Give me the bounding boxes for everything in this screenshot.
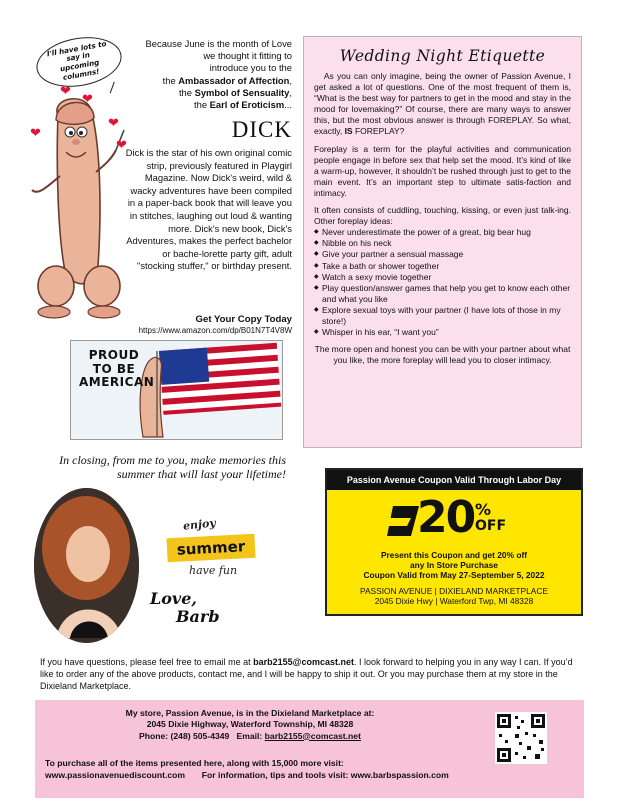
get-copy-label: Get Your Copy Today <box>195 314 292 325</box>
article-paragraph <box>314 71 571 138</box>
heart-icon: ❤ <box>30 125 41 140</box>
closing-note: In closing, from me to you, make memories this summer that will last your lifetime! <box>59 453 286 481</box>
speech-bubble-text: I'll have lots to say in upcoming columns! <box>46 38 108 82</box>
have-fun-text: have fun <box>189 564 238 577</box>
coupon-line: Present this Coupon and get 20% off <box>380 550 528 560</box>
coupon-address <box>327 586 581 606</box>
heart-icon: ❤ <box>60 83 71 98</box>
proud-text <box>79 348 155 390</box>
qr-code[interactable] <box>495 712 547 764</box>
article-text: As you can only imagine, being the owner of Passion Avenue, I get asked a lot of questions. One of the most frequent of them is, “What is the best way for partners to get in the mood and stay in the mood for lovemaking?” Of course, there are many ways to answer this, but the most obvious answer is through FOREPLAY. So what, exactly, <box>314 71 571 137</box>
article-closing: The more open and honest you can be with your partner about what you like, the more foreplay will lead you to closer intimacy. <box>314 344 571 366</box>
list-item: ◆ Give your partner a sensual massage <box>314 249 571 260</box>
discount-site-link[interactable]: www.passionavenuediscount.com <box>45 770 186 780</box>
store-phone: Phone: (248) 505-4349 <box>139 730 230 741</box>
purchase-text: To purchase all of the items presented here, along with 15,000 more visit: <box>45 758 344 768</box>
love-signature <box>150 590 260 640</box>
summer-text: summer <box>166 534 255 563</box>
love-text: Love, <box>150 589 197 608</box>
intro-title: Symbol of Sensuality <box>194 86 290 98</box>
portrait-icon <box>34 488 139 643</box>
article-bold: IS <box>344 126 353 137</box>
info-site-link[interactable]: For information, tips and tools visit: www.barbspassion.com <box>201 770 449 780</box>
amazon-link[interactable]: https://www.amazon.com/dp/B01N7T4V8W <box>138 326 292 335</box>
list-item: ◆ Watch a sexy movie together <box>314 272 571 283</box>
intro-line: we thought it fitting to <box>203 50 292 62</box>
barb-photo <box>34 488 139 643</box>
store-line: My store, Passion Avenue, is in the Dixieland Marketplace at: <box>125 708 375 718</box>
dick-description: Dick is the star of his own original comic strip, previously featured in Playgirl Magazine. Now Dick's weird, wild & wacky adventures have been compiled in a paper-back book that will leave you in stitches, laughing out loud & wanting more. Dick's new book, Dick's Adventures, makes the perfect bachelor or bache-lorette party gift, adult "stocking stuffer," or birthday present. <box>125 147 292 272</box>
intro-title-line: the Earl of Eroticism... <box>194 99 292 111</box>
store-contact-line <box>35 731 465 742</box>
list-item: ◆ Play question/answer games that help you get to know each other and what you like <box>314 283 571 305</box>
proud-line: PROUD <box>88 348 140 362</box>
heart-icon: ❤ <box>82 91 93 106</box>
contact-text: . I look forward to helping you in any way I can. If you’d like to order any of the above products, contact me, and I will be happy to ship it out. Or you may purchase them at my store in the Dixieland Marketplace. <box>40 657 573 692</box>
coupon-line: Coupon Valid from May 27-September 5, 2022 <box>363 570 545 581</box>
qr-code-icon <box>495 712 547 764</box>
intro-line: introduce you to the <box>209 62 292 74</box>
heart-icon: ❤ <box>108 115 119 130</box>
dick-heading: DICK <box>231 117 292 142</box>
footer-links <box>45 770 449 780</box>
coupon-percent-sign: % <box>475 500 492 519</box>
store-email-link[interactable]: barb2155@comcast.net <box>264 730 361 741</box>
dick-character-illustration <box>20 83 130 326</box>
coupon-address-line: PASSION AVENUE | DIXIELAND MARKETPLACE <box>359 586 549 596</box>
coupon-header: Passion Avenue Coupon Valid Through Labor Day <box>327 470 581 490</box>
coupon-off: OFF <box>475 518 507 534</box>
coupon-percent-badge <box>387 492 527 546</box>
contact-text: If you have questions, please feel free to email me at <box>40 657 251 667</box>
coupon-percent: 20 <box>417 492 475 543</box>
article-paragraph: It often consists of cuddling, touching, kissing, or even just talk-ing. Other foreplay ideas: <box>314 205 571 227</box>
heart-icon: ❤ <box>116 137 127 152</box>
proud-line: TO BE <box>92 361 136 376</box>
coupon-terms <box>327 550 581 581</box>
enjoy-text: enjoy <box>182 516 217 533</box>
coupon-line: any In Store Purchase <box>410 560 498 571</box>
foreplay-ideas-list <box>314 227 571 338</box>
list-item: ◆ Nibble on his neck <box>314 238 571 249</box>
signature-text: Barb <box>176 607 220 626</box>
intro-title-line: the Symbol of Sensuality, <box>178 86 292 98</box>
store-info <box>35 708 465 742</box>
intro-line: Because June is the month of Love <box>145 38 292 49</box>
list-item: ◆ Whisper in his ear, “I want you” <box>314 327 571 338</box>
coupon-address-line: 2045 Dixie Hwy | Waterford Twp, MI 48328 <box>374 596 534 607</box>
article-title: Wedding Night Etiquette <box>339 47 546 65</box>
proud-to-be-american-comic <box>70 340 283 440</box>
intro-title-line: the Ambassador of Affection, <box>162 74 292 86</box>
intro-title: Ambassador of Affection <box>178 74 290 86</box>
proud-line: AMERICAN <box>79 375 155 389</box>
store-email-label: Email: <box>236 730 263 741</box>
intro-title: Earl of Eroticism <box>209 99 285 111</box>
list-item: ◆ Never underestimate the power of a great, big bear hug <box>314 227 571 238</box>
list-item: ◆ Explore sexual toys with your partner (I have lots of those in my store!) <box>314 305 571 327</box>
list-item: ◆ Take a bath or shower together <box>314 261 571 272</box>
contact-paragraph <box>40 656 588 693</box>
wedding-night-article <box>303 36 582 448</box>
intro-block <box>120 38 292 111</box>
store-line: 2045 Dixie Highway, Waterford Township, MI 48328 <box>146 719 354 730</box>
store-footer <box>35 700 584 798</box>
enjoy-summer-badge <box>165 510 255 592</box>
article-paragraph: Foreplay is a term for the playful activities and communication people engage in before sex that help set the mood. It’s kind of like a warm-up, however, it shouldn’t be rushed through just to get to the main event. It’s an important step to ultimate satis-faction and intimacy. <box>314 143 571 198</box>
coupon <box>325 468 583 616</box>
article-text: FOREPLAY? <box>354 126 405 137</box>
contact-email-link[interactable]: barb2155@comcast.net <box>253 657 354 667</box>
